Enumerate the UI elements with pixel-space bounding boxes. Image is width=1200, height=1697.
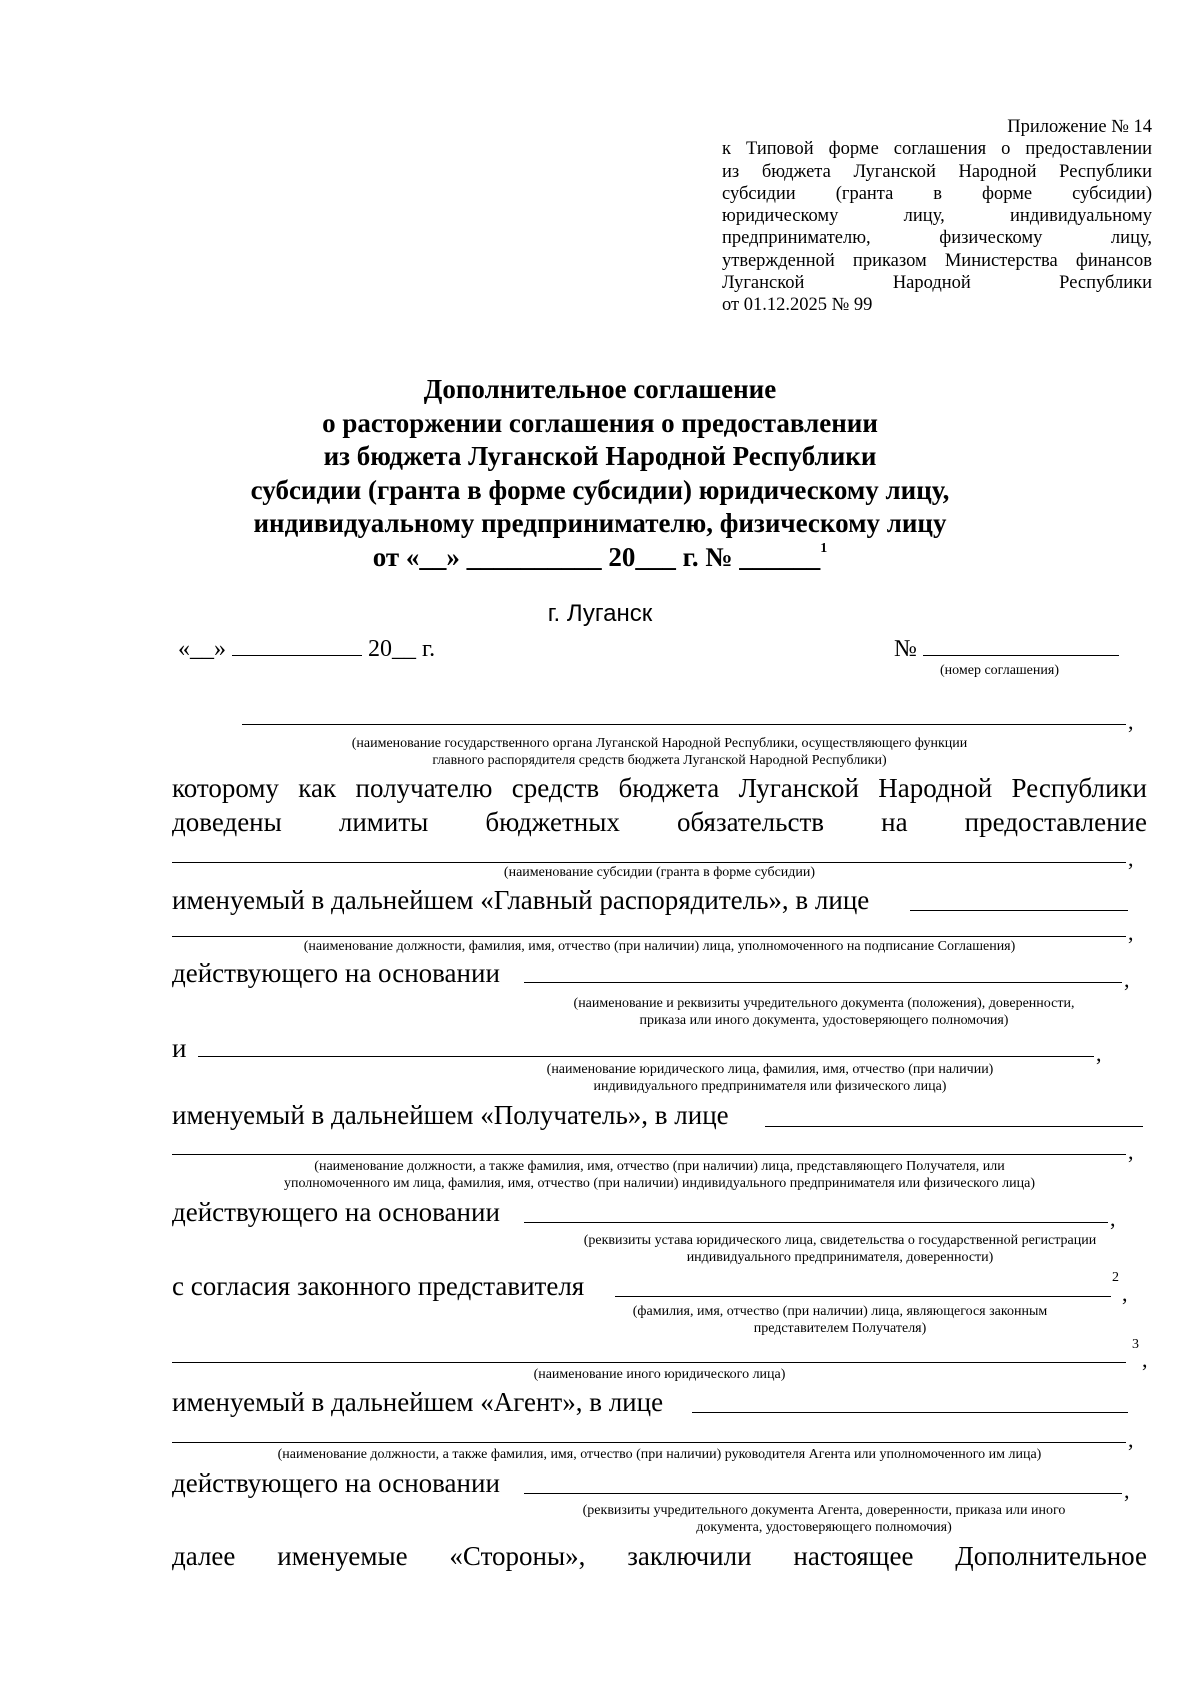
other-entity-blank[interactable] xyxy=(172,1362,1126,1363)
number-blank[interactable] xyxy=(923,633,1119,656)
hint: приказа или иного документа, удостоверяющего полномочия) xyxy=(639,1013,1009,1028)
appendix-line: из бюджета Луганской Народной Республики xyxy=(722,161,1152,182)
hint: уполномоченного им лица, фамилия, имя, отчество (при наличии) индивидуального предпринимателя или физического лица) xyxy=(284,1176,1035,1191)
hint: (наименование субсидии (гранта в форме субсидии) xyxy=(503,865,816,880)
body-text: именуемый в дальнейшем «Получатель», в лице xyxy=(172,1100,729,1130)
appendix-header xyxy=(722,116,1152,317)
hint: (наименование государственного органа Луганской Народной Республики, осуществляющего функции xyxy=(351,736,968,751)
hint: индивидуального предпринимателя или физического лица) xyxy=(593,1079,947,1094)
hint: (наименование должности, фамилия, имя, отчество (при наличии) лица, уполномоченного на подписание Соглашения) xyxy=(303,939,1016,954)
document-page: Приложение № 14 к Типовой форме соглашения о предоставлении из бюджета Луганской Народной Республики субсидии (гранта в форме субсидии) юридическому лицу, индивидуальному предпринимателю, физическому лицу, утвержденной приказом Министерства финансов Луганской Народной Республики от 01.12.2025 № 99 Дополнительное соглашение о расторжении соглашения о предоставлении из бюджета Луганской Народной Республики субсидии (гранта в форме субсидии) юридическому лицу, индивидуальному предпринимателю, физическому лицу от «__» __________ 20___ г. № ______$^1$ г. Луганск «__» 20__ г. № (номер соглашения) , (наименование государственного органа Луганской Народной Республики, осуществляющего функции главного распорядителя средств бюджета Луганской Народной Республики) которому как получателю средств бюджета Луганской Народной Республики доведены лимиты бюджетных обязательств на предоставление , (наименование субсидии (гранта в форме субсидии) именуемый в дальнейшем «Главный распорядитель», в лице , (наименование должности, фамилия, имя, отчество (при наличии) лица, уполномоченного на подписание Соглашения) действующего на основании , (наименование и реквизиты учредительного документа (положения), доверенности, приказа или иного документа, удостоверяющего полномочия) и , (наименование юридического лица, фамилия, имя, отчество (при наличии) индивидуального предпринимателя или физического лица) именуемый в дальнейшем «Получатель», в лице , (наименование должности, а также фамилия, имя, отчество (при наличии) лица, представляющего Получателя, или уполномоченного им лица, фамилия, имя, отчество (при наличии) индивидуального предпринимателя или физического лица) действующего на основании , (реквизиты устава юридического лица, свидетельства о государственной регистрации индивидуального предпринимателя, доверенности) с согласия законного представителя 2 , (фамилия, имя, отчество (при наличии) лица, являющегося законным представителем Получателя) 3 , (наименование иного юридического лица) именуемый в дальнейшем «Агент», в лице , (наименование должности, а также фамилия, имя, отчество (при наличии) руководителя Агента или уполномоченного им лица) действующего на основании , (реквизиты учредительного документа Агента, доверенности, приказа или иного документа, удостоверяющего полномочия) далее именуемые «Стороны», заключили настоящее Дополнительное xyxy=(0,0,1200,1697)
agreement-date: «__» 20__ г. xyxy=(178,633,435,663)
agent-person-blank[interactable] xyxy=(692,1412,1128,1413)
hint: документа, удостоверяющего полномочия) xyxy=(696,1520,952,1535)
title-line: из бюджета Луганской Народной Республики xyxy=(323,441,877,471)
hint: (наименование должности, а также фамилия, имя, отчество (при наличии) руководителя Агента или уполномоченного им лица) xyxy=(277,1447,1042,1462)
recipient-person-blank[interactable] xyxy=(765,1126,1143,1127)
hint: представителем Получателя) xyxy=(753,1321,927,1336)
hint: (наименование должности, а также фамилия, имя, отчество (при наличии) лица, представляющего Получателя, или xyxy=(314,1159,1005,1174)
body-text: действующего на основании xyxy=(172,1197,500,1227)
appendix-line: предпринимателю, физическому лицу, xyxy=(722,228,1152,249)
recipient-basis-blank[interactable] xyxy=(524,1222,1108,1223)
title-line: Дополнительное соглашение xyxy=(423,374,777,404)
title-date-line: от «__» __________ 20___ г. № ______$^1$ xyxy=(372,540,828,572)
footnote-mark: 3 xyxy=(1132,1337,1139,1352)
title-line: субсидии (гранта в форме субсидии) юридическому лицу, xyxy=(250,474,950,505)
body-text: которому как получателю средств бюджета Луганской Народной Республики xyxy=(172,773,1147,803)
body-text: доведены лимиты бюджетных обязательств на предоставление xyxy=(172,807,1147,837)
agreement-number: № xyxy=(894,633,1119,663)
appendix-line: юридическому лицу, индивидуальному xyxy=(722,206,1152,227)
chief-position-blank[interactable] xyxy=(172,936,1126,937)
hint: (наименование юридического лица, фамилия, имя, отчество (при наличии) xyxy=(546,1062,994,1077)
footnote-mark: 2 xyxy=(1112,1270,1119,1285)
body-text: именуемый в дальнейшем «Главный распорядитель», в лице xyxy=(172,885,870,915)
appendix-line: субсидии (гранта в форме субсидии) xyxy=(722,183,1152,204)
hint: (реквизиты учредительного документа Агента, доверенности, приказа или иного xyxy=(582,1503,1066,1518)
agent-basis-blank[interactable] xyxy=(524,1493,1122,1494)
hint: (наименование и реквизиты учредительного документа (положения), доверенности, xyxy=(573,996,1075,1011)
organ-blank[interactable] xyxy=(242,724,1126,725)
chief-person-blank[interactable] xyxy=(910,910,1128,911)
title-line: индивидуальному предпринимателю, физическому лицу xyxy=(253,508,947,538)
date-blank[interactable] xyxy=(232,633,362,656)
appendix-number: Приложение № 14 xyxy=(1007,117,1152,137)
document-title xyxy=(150,373,1050,574)
hint: (реквизиты устава юридического лица, свидетельства о государственной регистрации xyxy=(583,1233,1097,1248)
number-hint: (номер соглашения) xyxy=(940,663,1059,678)
agent-position-blank[interactable] xyxy=(172,1442,1126,1443)
body-text: действующего на основании xyxy=(172,1468,500,1498)
body-text: далее именуемые «Стороны», заключили настоящее Дополнительное xyxy=(172,1541,1147,1571)
city-name: г. Луганск xyxy=(547,600,653,627)
hint: (наименование иного юридического лица) xyxy=(533,1367,786,1382)
body-text: с согласия законного представителя xyxy=(172,1271,585,1301)
appendix-line: утвержденной приказом Министерства финансов xyxy=(722,250,1152,271)
recipient-position-blank[interactable] xyxy=(172,1154,1126,1155)
appendix-date: от 01.12.2025 № 99 xyxy=(722,295,873,316)
footnote-mark: 1 xyxy=(820,540,828,556)
appendix-line: Луганской Народной Республики xyxy=(722,273,1152,294)
subsidy-blank[interactable] xyxy=(172,862,1126,863)
appendix-line: к Типовой форме соглашения о предоставлении xyxy=(722,139,1152,160)
body-text: действующего на основании xyxy=(172,958,500,988)
chief-basis-blank[interactable] xyxy=(524,982,1122,983)
title-line: о расторжении соглашения о предоставлении xyxy=(322,407,878,438)
hint: главного распорядителя средств бюджета Луганской Народной Республики) xyxy=(432,753,887,768)
legal-rep-blank[interactable] xyxy=(615,1296,1111,1297)
recipient-blank[interactable] xyxy=(198,1056,1094,1057)
body-text: и xyxy=(172,1033,187,1063)
hint: (фамилия, имя, отчество (при наличии) лица, являющегося законным xyxy=(632,1304,1048,1319)
hint: индивидуального предпринимателя, доверенности) xyxy=(686,1250,994,1265)
body-text: именуемый в дальнейшем «Агент», в лице xyxy=(172,1387,664,1417)
